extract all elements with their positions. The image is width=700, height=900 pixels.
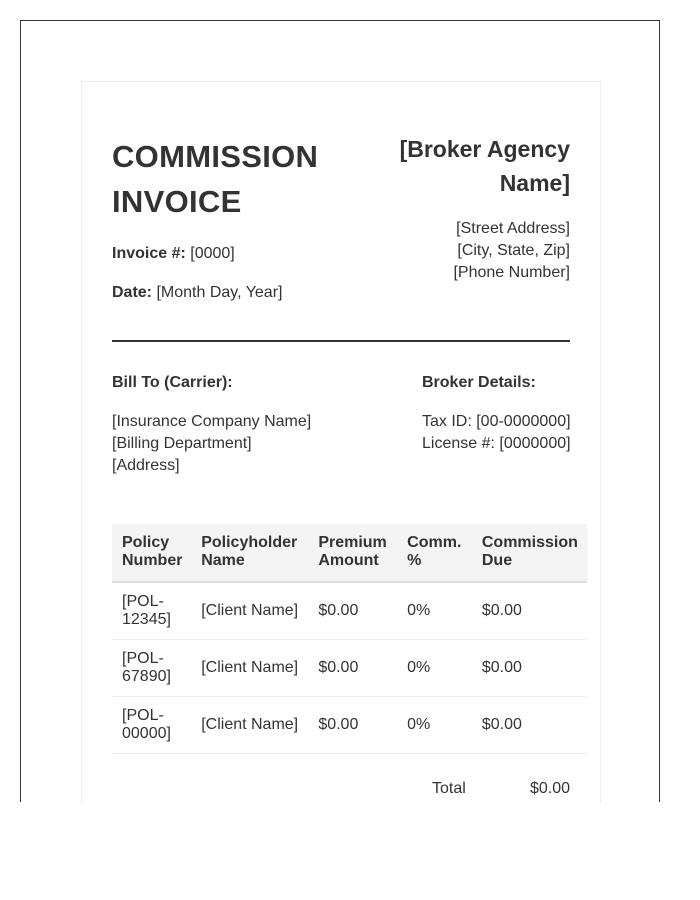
broker-details-heading: Broker Details: (422, 374, 536, 391)
invoice-number (112, 245, 235, 263)
header-divider (112, 340, 570, 342)
total-value: $0.00 (529, 780, 570, 797)
commission-table (112, 524, 587, 754)
header-comm-percent: Comm. % (397, 524, 472, 582)
cell-commission-due: $0.00 (472, 697, 587, 754)
bill-to-company: [Insurance Company Name] (112, 413, 312, 430)
cell-comm-percent: 0% (397, 640, 472, 697)
title-line-1: COMMISSION (112, 139, 319, 174)
broker-license: License #: [0000000] (422, 435, 571, 452)
agency-address (350, 218, 570, 284)
bill-to-heading: Bill To (Carrier): (112, 374, 233, 391)
bill-to-department: [Billing Department] (112, 435, 252, 452)
cell-policyholder-name: [Client Name] (191, 697, 308, 754)
agency-street: [Street Address] (456, 220, 570, 237)
cell-comm-percent: 0% (397, 582, 472, 640)
invoice-title (112, 134, 352, 224)
agency-name-line-1: [Broker Agency (399, 136, 570, 162)
invoice-date (112, 284, 282, 302)
header-premium-amount: Premium Amount (308, 524, 397, 582)
cell-policyholder-name: [Client Name] (191, 582, 308, 640)
title-line-2: INVOICE (112, 184, 242, 219)
bill-to-block (112, 411, 311, 477)
total-label: Total (432, 780, 466, 797)
bill-to-address: [Address] (112, 457, 180, 474)
table-row (112, 640, 587, 697)
table-header (112, 524, 587, 582)
invoice-number-value: [0000] (190, 245, 235, 262)
broker-tax-id: Tax ID: [00-0000000] (422, 413, 571, 430)
table-body (112, 582, 587, 754)
agency-city: [City, State, Zip] (457, 242, 570, 259)
header-commission-due: Commission Due (472, 524, 587, 582)
table-row (112, 582, 587, 640)
cell-policy-number: [POL-67890] (112, 640, 191, 697)
cell-policy-number: [POL-00000] (112, 697, 191, 754)
header-policyholder-name: Policyholder Name (191, 524, 308, 582)
invoice-date-label: Date: (112, 284, 153, 301)
broker-details-block (422, 411, 571, 455)
cell-commission-due: $0.00 (472, 640, 587, 697)
invoice-number-label: Invoice #: (112, 245, 186, 262)
header-policy-number: Policy Number (112, 524, 191, 582)
cell-premium-amount: $0.00 (308, 582, 397, 640)
cell-premium-amount: $0.00 (308, 640, 397, 697)
cell-policyholder-name: [Client Name] (191, 640, 308, 697)
cell-policy-number: [POL-12345] (112, 582, 191, 640)
cell-comm-percent: 0% (397, 697, 472, 754)
table-row (112, 697, 587, 754)
cell-premium-amount: $0.00 (308, 697, 397, 754)
cell-commission-due: $0.00 (472, 582, 587, 640)
table-header-row (112, 524, 587, 582)
agency-name-line-2: Name] (499, 170, 570, 196)
agency-phone: [Phone Number] (453, 264, 570, 281)
invoice-date-value: [Month Day, Year] (156, 284, 283, 301)
agency-name (370, 132, 570, 200)
